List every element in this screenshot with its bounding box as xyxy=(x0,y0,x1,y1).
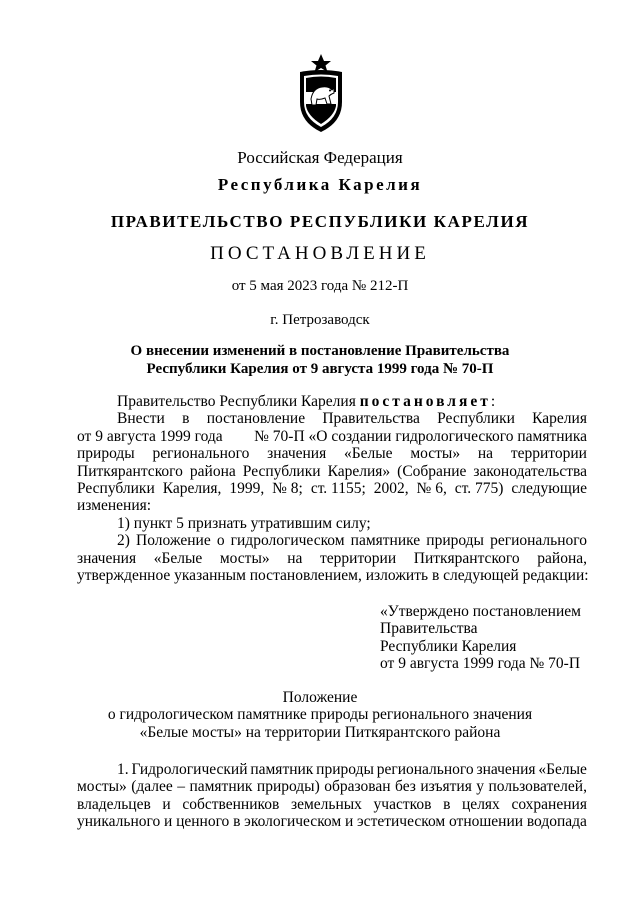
word: Карелия, xyxy=(162,480,222,498)
paragraph-line: изменения: xyxy=(77,497,152,515)
word: на xyxy=(287,549,303,567)
word: изъятия xyxy=(420,778,472,796)
word: 2002, xyxy=(373,480,409,498)
paragraph-line xyxy=(77,480,587,497)
word: о xyxy=(216,532,225,550)
word: от 9 августа 1999 года xyxy=(77,427,223,445)
word: гидрологическом xyxy=(230,532,345,550)
word: сохранения xyxy=(511,795,587,813)
government-name: ПРАВИТЕЛЬСТВО РЕСПУБЛИКИ КАРЕЛИЯ xyxy=(110,212,530,231)
decree-colon: : xyxy=(490,393,496,410)
word: на xyxy=(477,445,494,463)
word: Гидрологический xyxy=(131,761,248,778)
word: района xyxy=(189,462,236,480)
list-item-1: 1) пункт 5 признать утратившим силу; xyxy=(117,514,371,532)
section-line xyxy=(77,778,587,795)
regulation-subtitle: «Белые мосты» на территории Питкярантского района xyxy=(139,723,501,741)
list-item-2-line: утвержденное указанным постановлением, изложить в следующей редакции: xyxy=(77,567,589,585)
word: Республики xyxy=(77,480,155,498)
word: Питкярантского xyxy=(77,462,183,480)
word: значения xyxy=(77,549,137,567)
word: природы) xyxy=(256,778,320,796)
decree-intro xyxy=(77,393,587,410)
word: мосты» xyxy=(219,549,270,567)
decree-body xyxy=(77,393,587,584)
word: регионального xyxy=(152,445,250,463)
word: значения xyxy=(476,761,536,778)
word: пользователей, xyxy=(488,778,587,796)
word: 2) xyxy=(117,532,130,550)
word: природы xyxy=(316,761,374,778)
word: территории xyxy=(320,549,397,567)
word: и xyxy=(164,813,173,831)
word: следующие xyxy=(511,480,587,498)
intro-prefix: Правительство Республики Карелия xyxy=(117,393,360,410)
word: в xyxy=(182,410,190,428)
regulation-heading xyxy=(0,689,640,741)
section-line xyxy=(77,813,587,830)
word: целях xyxy=(462,795,500,813)
word: ценного xyxy=(176,813,230,831)
word: Карелия» xyxy=(327,462,391,480)
word: 1. xyxy=(117,761,129,778)
word: эстетическом xyxy=(357,813,446,831)
document-date-number: от 5 мая 2023 года № 212-П xyxy=(231,278,409,294)
word: водопада xyxy=(526,813,587,831)
paragraph-line xyxy=(77,445,587,462)
word: Внести xyxy=(117,410,165,428)
word: природы xyxy=(426,532,484,550)
word: уникального xyxy=(77,813,161,831)
word: – xyxy=(177,778,185,796)
word: владельцев xyxy=(77,795,151,813)
approval-line: Правительства xyxy=(380,620,478,638)
word: регионального xyxy=(376,761,474,778)
word: Правительства xyxy=(322,410,420,428)
regulation-title: Положение xyxy=(282,689,358,706)
word: Питкярантского xyxy=(413,549,520,567)
section-line xyxy=(77,796,587,813)
subject-line: Республики Карелия от 9 августа 1999 года № 70-П xyxy=(146,361,494,377)
document-subject xyxy=(0,342,640,378)
word: в xyxy=(443,795,451,813)
word: без xyxy=(395,778,416,796)
paragraph-line xyxy=(77,410,587,427)
section-line xyxy=(77,761,587,778)
approval-line: Республики Карелия xyxy=(380,637,517,655)
word: законодательства xyxy=(473,462,587,480)
word: у xyxy=(476,778,485,796)
word: № 6, xyxy=(416,480,447,498)
word: Положение xyxy=(136,532,211,550)
word: памятник xyxy=(189,778,253,796)
list-item-2-line xyxy=(77,550,587,567)
word: экологическом xyxy=(244,813,342,831)
word: мосты» xyxy=(410,445,461,463)
word: собственников xyxy=(182,795,280,813)
word: природы xyxy=(77,445,135,463)
word: и xyxy=(162,795,171,813)
word: (далее xyxy=(131,778,173,796)
word: «Белые xyxy=(538,761,587,778)
approval-stamp-block xyxy=(380,603,581,673)
list-item-2-line xyxy=(77,532,587,549)
regulation-subtitle: о гидрологическом памятнике природы регионального значения xyxy=(107,706,533,724)
word: памятник xyxy=(250,761,314,778)
word: памятнике xyxy=(350,532,421,550)
word: Республики xyxy=(437,410,515,428)
country-name: Российская Федерация xyxy=(237,148,403,167)
word: «Белые xyxy=(344,445,393,463)
word: участков xyxy=(373,795,432,813)
document-type: ПОСТАНОВЛЕНИЕ xyxy=(210,243,430,264)
document-city: г. Петрозаводск xyxy=(270,312,370,328)
word: № 70-П «О создании гидрологического памятника xyxy=(254,427,587,445)
subject-line: О внесении изменений в постановление Правительства xyxy=(130,343,510,359)
word: № 8; xyxy=(272,480,303,498)
word: «Белые xyxy=(153,549,203,567)
paragraph-line xyxy=(77,463,587,480)
approval-line: от 9 августа 1999 года № 70-П xyxy=(380,655,581,673)
word: регионального xyxy=(490,532,587,550)
word: отношении xyxy=(449,813,524,831)
word: района, xyxy=(537,549,587,567)
word: земельных xyxy=(290,795,362,813)
word: Карелия xyxy=(532,410,587,428)
word: ст. 1155; xyxy=(310,480,366,498)
word: 1999, xyxy=(229,480,265,498)
coat-of-arms-emblem xyxy=(296,52,346,134)
republic-name: Республика Карелия xyxy=(217,175,423,194)
word: образован xyxy=(324,778,391,796)
word: и xyxy=(344,813,354,831)
word: Республики xyxy=(242,462,321,480)
word: мосты» xyxy=(77,778,127,796)
regulation-section-1 xyxy=(77,761,587,831)
word: (Собрание xyxy=(397,462,467,480)
approval-line: «Утверждено постановлением xyxy=(380,603,581,620)
word: территории xyxy=(510,445,587,463)
paragraph-line xyxy=(77,428,587,445)
word: в xyxy=(233,813,241,831)
word: ст. 775) xyxy=(454,480,504,498)
word: постановление xyxy=(206,410,306,428)
word: значения xyxy=(267,445,327,463)
decree-word: постановляет xyxy=(359,393,491,410)
